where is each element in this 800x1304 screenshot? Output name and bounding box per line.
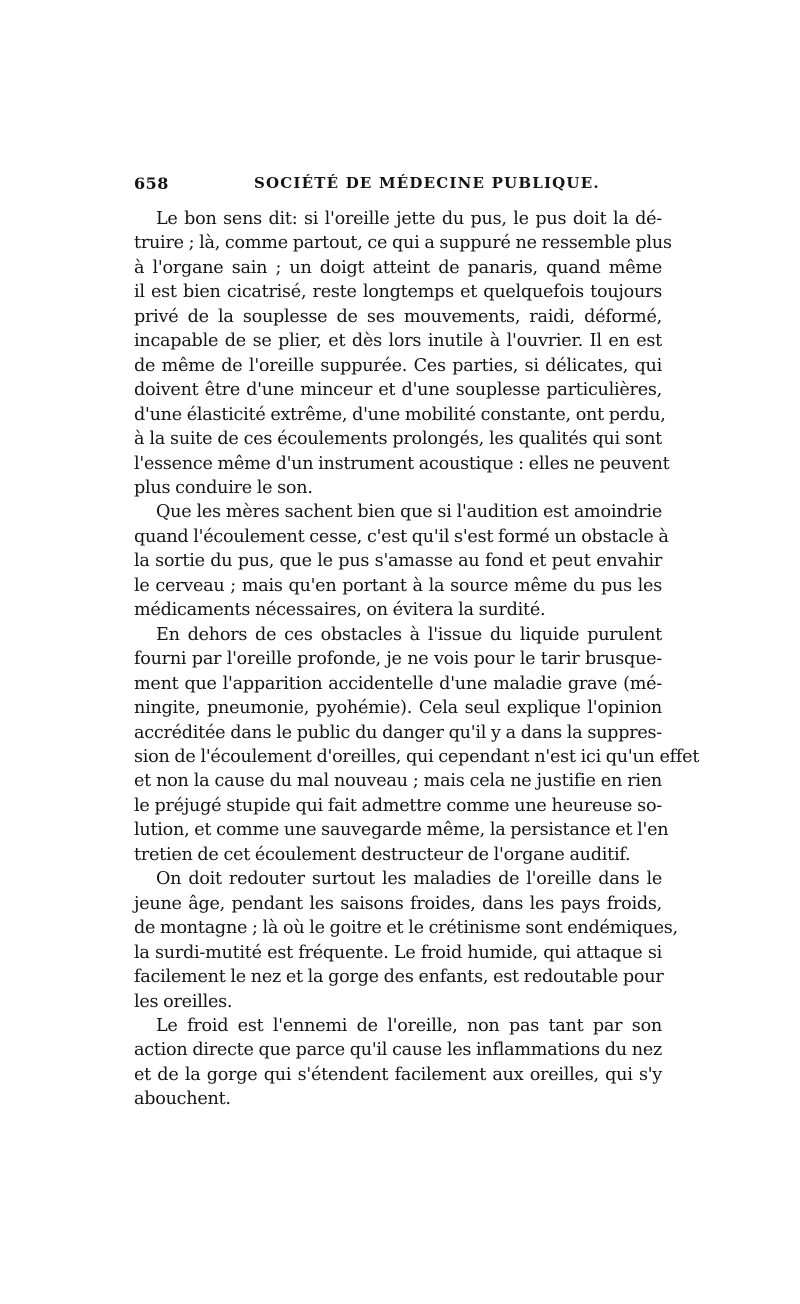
text-line: truire ; là, comme partout, ce qui a suppuré ne ressemble plus [134,233,672,254]
text-line: plus conduire le son. [134,477,313,498]
running-head [134,174,664,198]
text-line: et non la cause du mal nouveau ; mais cela ne justifie en rien [134,771,662,792]
text-line: à la suite de ces écoulements prolongés, les qualités qui sont [134,429,662,450]
text-line: ment que l'apparition accidentelle d'une maladie grave (mé- [134,673,662,694]
text-line: l'essence même d'un instrument acoustique : elles ne peuvent [134,453,670,474]
text-line: ningite, pneumonie, pyohémie). Cela seul explique l'opinion [134,698,662,719]
text-line: abouchent. [134,1089,231,1110]
text-line: le cerveau ; mais qu'en portant à la source même du pus les [134,575,662,596]
text-line: On doit redouter surtout les maladies de l'oreille dans le [156,869,662,890]
text-line: quand l'écoulement cesse, c'est qu'il s'est formé un obstacle à [134,526,669,547]
text-line: d'une élasticité extrême, d'une mobilité constante, ont perdu, [134,404,666,425]
paragraph [134,867,678,1014]
text-line: la sortie du pus, que le pus s'amasse au fond et peut envahir [134,551,662,572]
text-line: Le bon sens dit: si l'oreille jette du pus, le pus doit la dé- [156,209,662,229]
text-line: de même de l'oreille suppurée. Ces parties, si délicates, qui [134,355,662,376]
paragraph [134,500,669,622]
text-line: fourni par l'oreille profonde, je ne vois pour le tarir brusque- [134,649,662,670]
text-line: il est bien cicatrisé, reste longtemps et quelquefois toujours [134,282,662,303]
body-text [134,207,700,1112]
text-line: médicaments nécessaires, on évitera la surdité. [134,600,546,621]
text-line: En dehors de ces obstacles à l'issue du liquide purulent [156,624,662,645]
text-line: facilement le nez et la gorge des enfants, est redoutable pour [134,967,664,988]
text-line: la surdi-mutité est fréquente. Le froid humide, qui attaque si [134,942,662,963]
text-line: action directe que parce qu'il cause les inflammations du nez [134,1040,662,1061]
text-line: Le froid est l'ennemi de l'oreille, non pas tant par son [156,1015,662,1036]
text-line: incapable de se plier, et dès lors inutile à l'ouvrier. Il en est [134,331,662,352]
text-line: sion de l'écoulement d'oreilles, qui cependant n'est ici qu'un effet [134,746,700,767]
text-line: jeune âge, pendant les saisons froides, dans les pays froids, [134,893,662,914]
paragraph [134,623,700,868]
text-line: et de la gorge qui s'étendent facilement aux oreilles, qui s'y [134,1064,662,1085]
text-line: de montagne ; là où le goitre et le crétinisme sont endémiques, [134,918,678,939]
running-title: SOCIÉTÉ DE MÉDECINE PUBLIQUE. [254,174,600,192]
paragraph [134,1014,662,1112]
paragraph [134,207,672,500]
text-line: tretien de cet écoulement destructeur de l'organe auditif. [134,844,631,865]
text-line: doivent être d'une minceur et d'une souplesse particulières, [134,380,662,401]
text-line: les oreilles. [134,991,233,1012]
text-line: le préjugé stupide qui fait admettre comme une heureuse so- [134,795,662,816]
text-line: lution, et comme une sauvegarde même, la persistance et l'en [134,820,669,841]
text-line: Que les mères sachent bien que si l'audition est amoindrie [156,502,662,523]
text-line: privé de la souplesse de ses mouvements, raidi, déformé, [134,306,662,327]
text-line: accréditée dans le public du danger qu'il y a dans la suppres- [134,722,662,743]
text-line: à l'organe sain ; un doigt atteint de panaris, quand même [134,257,662,278]
page-number: 658 [134,174,169,193]
